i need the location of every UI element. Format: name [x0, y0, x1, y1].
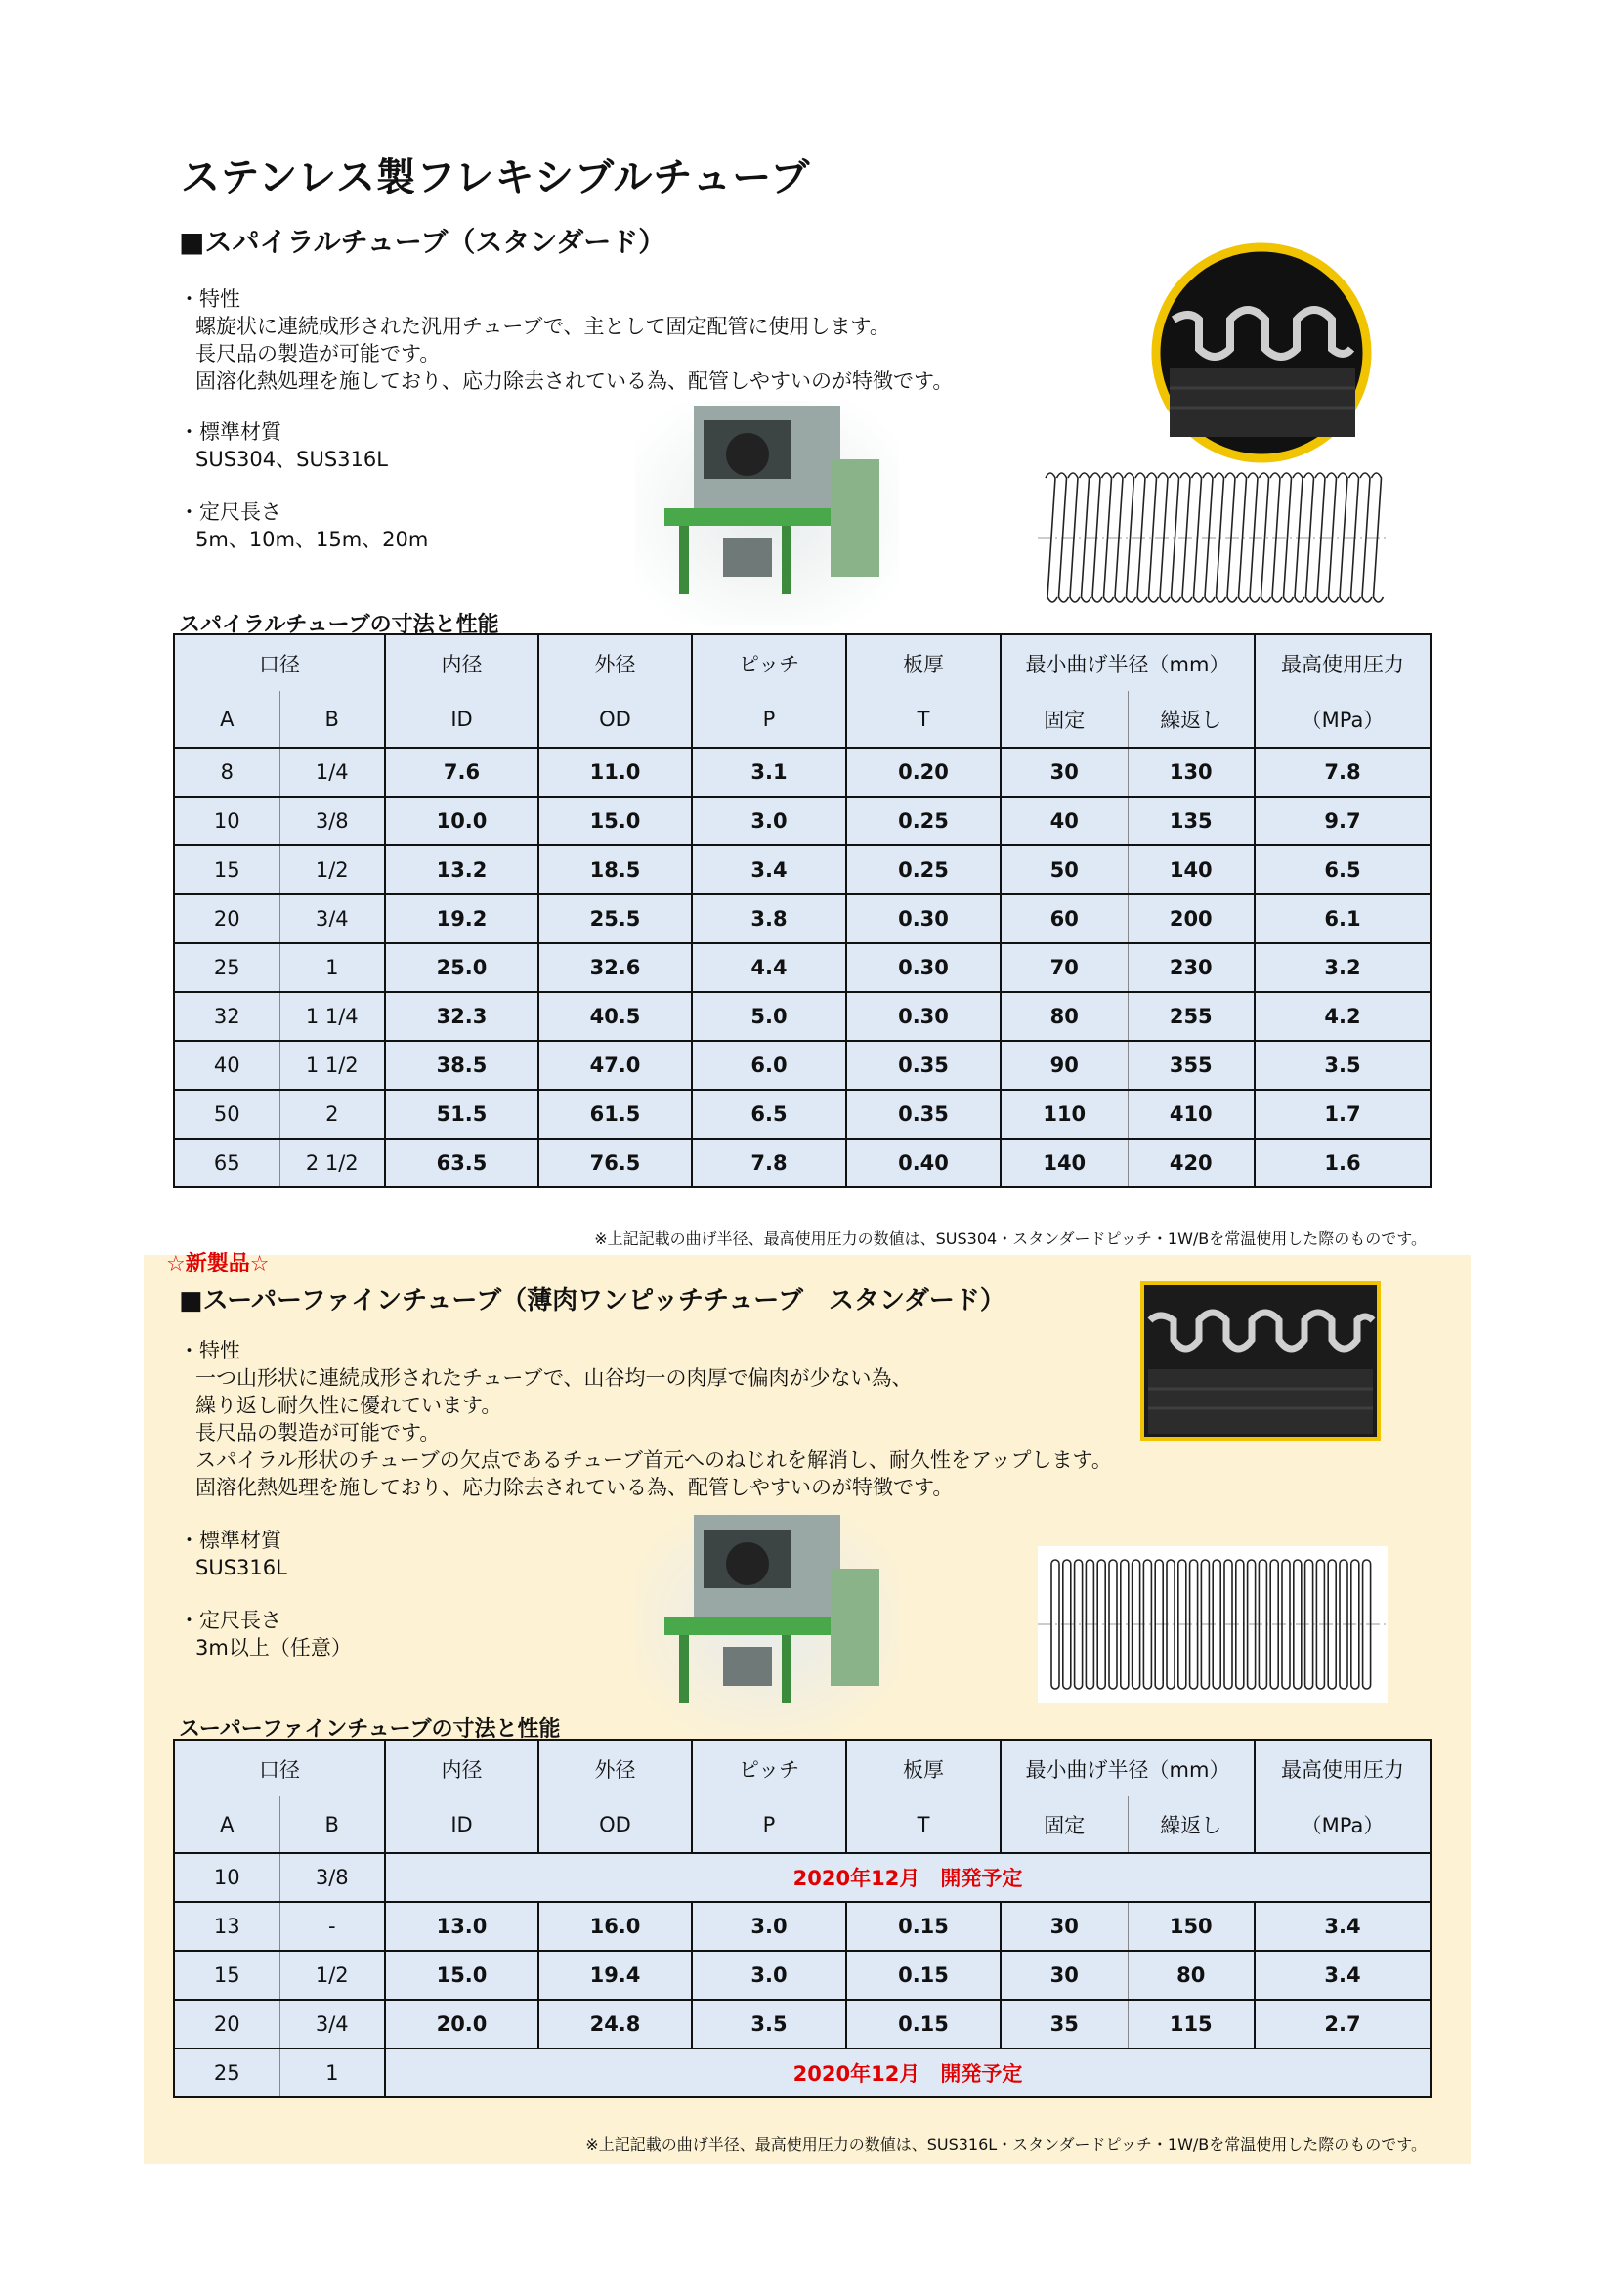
table-cell: 2 [279, 1090, 385, 1139]
feature-line: 一つ山形状に連続成形されたチューブで、山谷均一の肉厚で偏肉が少ない為、 [195, 1366, 913, 1390]
table-cell: 3.2 [1255, 943, 1431, 992]
header-t-sym: T [846, 1796, 1001, 1853]
table-cell: 13.2 [385, 845, 538, 894]
table-row [174, 992, 1431, 1041]
superfine-heading: ■スーパーファインチューブ（薄肉ワンピッチチューブ スタンダード） [179, 1286, 1005, 1315]
table-cell: 1 1/4 [279, 992, 385, 1041]
header-od-sym: OD [538, 1796, 692, 1853]
table-cell: 20.0 [385, 2000, 538, 2048]
header-bore: 口径 [174, 634, 385, 691]
header-b: B [279, 1796, 385, 1853]
table-cell: 355 [1128, 1041, 1255, 1090]
header-thickness: 板厚 [846, 1740, 1001, 1796]
table-cell: 35 [1001, 2000, 1128, 2048]
superfine-length: 3m以上（任意） [195, 1636, 352, 1660]
table-cell: 1.7 [1255, 1090, 1431, 1139]
table-cell: 0.30 [846, 943, 1001, 992]
table-cell: 40.5 [538, 992, 692, 1041]
superfine-features [195, 1364, 1112, 1501]
table-cell: 80 [1001, 992, 1128, 1041]
table-cell: 32.3 [385, 992, 538, 1041]
spiral-spec-table [173, 633, 1432, 1188]
feature-line: スパイラル形状のチューブの欠点であるチューブ首元へのねじれを解消し、耐久性をアップします。 [195, 1448, 1112, 1472]
table-cell: 30 [1001, 1902, 1128, 1951]
spiral-length-label: ・定尺長さ [179, 500, 281, 524]
table-cell: 410 [1128, 1090, 1255, 1139]
spiral-material-label: ・標準材質 [179, 420, 281, 444]
table-cell: 6.0 [692, 1041, 846, 1090]
table-cell: 38.5 [385, 1041, 538, 1090]
table-cell: 6.5 [692, 1090, 846, 1139]
table-cell: 19.4 [538, 1951, 692, 2000]
table-cell: 16.0 [538, 1902, 692, 1951]
table-cell: 110 [1001, 1090, 1128, 1139]
spiral-features [195, 313, 953, 395]
tube-closeup-photo [1150, 241, 1373, 464]
header-id: 内径 [385, 1740, 538, 1796]
machine-photo [635, 401, 899, 625]
table-cell: 1/2 [279, 1951, 385, 2000]
table-cell: 3/4 [279, 894, 385, 943]
header-fixed: 固定 [1001, 1796, 1128, 1853]
table-row [174, 2000, 1431, 2048]
table-cell: 25.0 [385, 943, 538, 992]
header-id-sym: ID [385, 1796, 538, 1853]
table-cell: 0.30 [846, 894, 1001, 943]
table-cell: 150 [1128, 1902, 1255, 1951]
table-cell: 0.40 [846, 1139, 1001, 1187]
table-cell: 3.5 [1255, 1041, 1431, 1090]
table-cell: 10 [174, 797, 279, 845]
table-cell: 8 [174, 748, 279, 797]
table-cell: 3.0 [692, 1951, 846, 2000]
superfine-tube-drawing [1038, 1546, 1388, 1703]
header-bend-radius: 最小曲げ半径（mm） [1001, 634, 1255, 691]
header-p-sym: P [692, 1796, 846, 1853]
table-cell: - [279, 1902, 385, 1951]
superfine-spec-table [173, 1739, 1432, 2098]
table-cell: 3/8 [279, 797, 385, 845]
table-cell: 6.1 [1255, 894, 1431, 943]
table-cell: 13.0 [385, 1902, 538, 1951]
header-od: 外径 [538, 634, 692, 691]
table-cell: 3.4 [1255, 1951, 1431, 2000]
table-cell: 10.0 [385, 797, 538, 845]
table-cell: 19.2 [385, 894, 538, 943]
spiral-features-label: ・特性 [179, 287, 240, 311]
spiral-length: 5m、10m、15m、20m [195, 528, 429, 551]
spiral-note: ※上記記載の曲げ半径、最高使用圧力の数値は、SUS304・スタンダードピッチ・1W/Bを常温使用した際のものです。 [594, 1229, 1427, 1248]
header-a: A [174, 691, 279, 748]
table-cell: 90 [1001, 1041, 1128, 1090]
table-cell: 80 [1128, 1951, 1255, 2000]
table-cell: 40 [1001, 797, 1128, 845]
table-cell: 6.5 [1255, 845, 1431, 894]
table-cell: 0.35 [846, 1041, 1001, 1090]
superfine-material-label: ・標準材質 [179, 1529, 281, 1552]
table-cell: 15 [174, 845, 279, 894]
planned-status: 2020年12月 開発予定 [385, 1853, 1431, 1902]
new-product-badge: ☆新製品☆ [166, 1252, 270, 1276]
planned-status: 2020年12月 開発予定 [385, 2048, 1431, 2097]
feature-line: 螺旋状に連続成形された汎用チューブで、主として固定配管に使用します。 [195, 315, 890, 338]
table-cell: 15 [174, 1951, 279, 2000]
table-cell: 130 [1128, 748, 1255, 797]
table-cell: 9.7 [1255, 797, 1431, 845]
table-cell: 5.0 [692, 992, 846, 1041]
table-cell: 2.7 [1255, 2000, 1431, 2048]
table-cell: 0.30 [846, 992, 1001, 1041]
header-repeat: 繰返し [1128, 1796, 1255, 1853]
table-cell: 0.15 [846, 2000, 1001, 2048]
table-cell: 24.8 [538, 2000, 692, 2048]
table-cell: 63.5 [385, 1139, 538, 1187]
spiral-tube-drawing [1038, 464, 1389, 611]
header-thickness: 板厚 [846, 634, 1001, 691]
spiral-table-caption: スパイラルチューブの寸法と性能 [179, 613, 499, 637]
header-pitch: ピッチ [692, 1740, 846, 1796]
table-cell: 140 [1001, 1139, 1128, 1187]
table-cell: 1/2 [279, 845, 385, 894]
table-cell: 140 [1128, 845, 1255, 894]
table-cell: 255 [1128, 992, 1255, 1041]
table-cell: 7.8 [1255, 748, 1431, 797]
table-cell: 30 [1001, 1951, 1128, 2000]
table-row [174, 1951, 1431, 2000]
table-cell: 115 [1128, 2000, 1255, 2048]
table-cell: 0.25 [846, 797, 1001, 845]
table-cell: 11.0 [538, 748, 692, 797]
table-cell: 3.4 [1255, 1902, 1431, 1951]
table-cell: 2 1/2 [279, 1139, 385, 1187]
table-row [174, 943, 1431, 992]
table-cell: 51.5 [385, 1090, 538, 1139]
header-pitch: ピッチ [692, 634, 846, 691]
table-cell: 70 [1001, 943, 1128, 992]
header-bore: 口径 [174, 1740, 385, 1796]
table-cell: 420 [1128, 1139, 1255, 1187]
table-row [174, 748, 1431, 797]
table-cell: 0.20 [846, 748, 1001, 797]
header-t-sym: T [846, 691, 1001, 748]
header-pressure: 最高使用圧力 [1255, 634, 1431, 691]
table-cell: 32.6 [538, 943, 692, 992]
header-id-sym: ID [385, 691, 538, 748]
table-cell: 4.2 [1255, 992, 1431, 1041]
table-cell: 40 [174, 1041, 279, 1090]
header-mpa: （MPa） [1255, 1796, 1431, 1853]
header-pressure: 最高使用圧力 [1255, 1740, 1431, 1796]
header-od-sym: OD [538, 691, 692, 748]
spiral-heading: ■スパイラルチューブ（スタンダード） [179, 226, 666, 258]
table-cell: 20 [174, 2000, 279, 2048]
table-cell: 4.4 [692, 943, 846, 992]
table-cell: 3.4 [692, 845, 846, 894]
table-cell: 1/4 [279, 748, 385, 797]
table-cell: 0.25 [846, 845, 1001, 894]
table-cell: 0.35 [846, 1090, 1001, 1139]
table-cell: 3/4 [279, 2000, 385, 2048]
table-cell: 3.0 [692, 797, 846, 845]
table-cell: 10 [174, 1853, 279, 1902]
table-row [174, 2048, 1431, 2097]
table-cell: 30 [1001, 748, 1128, 797]
feature-line: 長尺品の製造が可能です。 [195, 342, 441, 366]
table-row [174, 1090, 1431, 1139]
table-row [174, 894, 1431, 943]
header-bend-radius: 最小曲げ半径（mm） [1001, 1740, 1255, 1796]
table-cell: 3/8 [279, 1853, 385, 1902]
table-row [174, 1902, 1431, 1951]
table-cell: 25 [174, 2048, 279, 2097]
superfine-length-label: ・定尺長さ [179, 1609, 281, 1632]
table-row [174, 1041, 1431, 1090]
machine-photo [635, 1510, 899, 1735]
table-row [174, 1853, 1431, 1902]
table-cell: 1 [279, 943, 385, 992]
table-cell: 18.5 [538, 845, 692, 894]
spiral-material: SUS304、SUS316L [195, 448, 388, 471]
table-cell: 1.6 [1255, 1139, 1431, 1187]
table-cell: 15.0 [538, 797, 692, 845]
feature-line: 繰り返し耐久性に優れています。 [195, 1394, 502, 1417]
table-cell: 60 [1001, 894, 1128, 943]
superfine-closeup-photo [1140, 1281, 1381, 1441]
table-cell: 13 [174, 1902, 279, 1951]
table-cell: 230 [1128, 943, 1255, 992]
superfine-material: SUS316L [195, 1556, 287, 1579]
table-cell: 135 [1128, 797, 1255, 845]
table-cell: 47.0 [538, 1041, 692, 1090]
table-cell: 7.8 [692, 1139, 846, 1187]
feature-line: 長尺品の製造が可能です。 [195, 1421, 441, 1444]
feature-line: 固溶化熱処理を施しており、応力除去されている為、配管しやすいのが特徴です。 [195, 1476, 954, 1499]
table-cell: 1 [279, 2048, 385, 2097]
header-b: B [279, 691, 385, 748]
table-cell: 0.15 [846, 1951, 1001, 2000]
page-title: ステンレス製フレキシブルチューブ [181, 155, 811, 200]
table-cell: 3.1 [692, 748, 846, 797]
table-cell: 20 [174, 894, 279, 943]
header-repeat: 繰返し [1128, 691, 1255, 748]
table-cell: 25 [174, 943, 279, 992]
table-cell: 61.5 [538, 1090, 692, 1139]
table-cell: 15.0 [385, 1951, 538, 2000]
table-row [174, 1139, 1431, 1187]
table-cell: 3.8 [692, 894, 846, 943]
feature-line: 固溶化熱処理を施しており、応力除去されている為、配管しやすいのが特徴です。 [195, 369, 954, 393]
table-cell: 50 [174, 1090, 279, 1139]
table-cell: 32 [174, 992, 279, 1041]
header-mpa: （MPa） [1255, 691, 1431, 748]
superfine-features-label: ・特性 [179, 1339, 240, 1362]
table-cell: 1 1/2 [279, 1041, 385, 1090]
header-p-sym: P [692, 691, 846, 748]
header-od: 外径 [538, 1740, 692, 1796]
superfine-note: ※上記記載の曲げ半径、最高使用圧力の数値は、SUS316L・スタンダードピッチ・1W/Bを常温使用した際のものです。 [585, 2135, 1427, 2154]
table-cell: 3.0 [692, 1902, 846, 1951]
table-cell: 0.15 [846, 1902, 1001, 1951]
table-cell: 25.5 [538, 894, 692, 943]
table-cell: 76.5 [538, 1139, 692, 1187]
table-cell: 50 [1001, 845, 1128, 894]
table-row [174, 845, 1431, 894]
header-id: 内径 [385, 634, 538, 691]
table-cell: 65 [174, 1139, 279, 1187]
superfine-table-caption: スーパーファインチューブの寸法と性能 [179, 1717, 561, 1742]
header-fixed: 固定 [1001, 691, 1128, 748]
table-cell: 200 [1128, 894, 1255, 943]
table-row [174, 797, 1431, 845]
table-cell: 7.6 [385, 748, 538, 797]
header-a: A [174, 1796, 279, 1853]
table-cell: 3.5 [692, 2000, 846, 2048]
